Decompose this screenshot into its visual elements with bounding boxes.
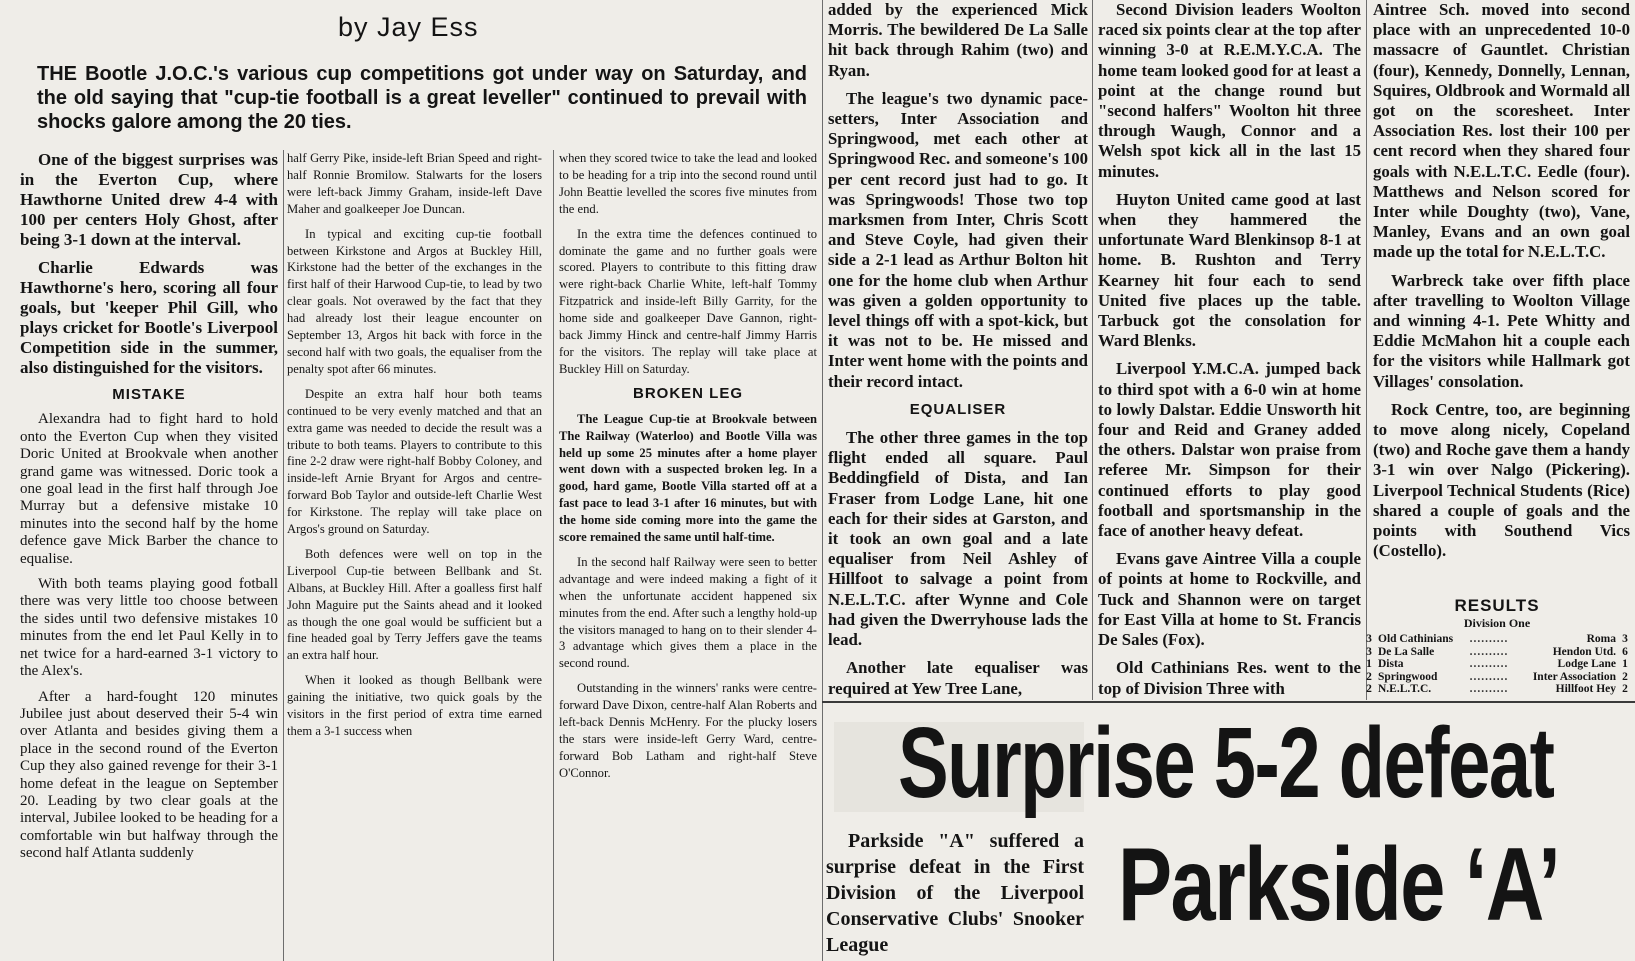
column-rule <box>553 150 554 961</box>
result-row <box>1362 671 1632 684</box>
home-score: 2 <box>1366 670 1372 683</box>
away-score: 2 <box>1622 670 1628 683</box>
result-row <box>1362 633 1632 646</box>
home-score: 3 <box>1366 645 1372 658</box>
byline: by Jay Ess <box>338 12 479 42</box>
paragraph: When it looked as though Bellbank were gaining the initiative, two quick goals by the visitors in the first period of extra time earned them a 3-1 success when <box>287 673 542 738</box>
away-score: 1 <box>1622 658 1628 671</box>
paragraph: added by the experienced Mick Morris. The bewildered De La Salle hit back through Rahim (two) and Ryan. <box>828 0 1088 80</box>
home-team: Old Cathinians <box>1378 633 1454 645</box>
column-rule <box>822 0 823 961</box>
column-rule <box>1366 0 1367 700</box>
paragraph: In the extra time the defences continued to dominate the game and no further goals were scored. Players to contribute to this fitting draw were right-back Charlie White, left-half Tommy Fitzpatrick and inside-left Billy Garrity, for the home side and goalkeeper Dave Gannon, right-back Jimmy Hinck and centre-half Jimmy Harris for the visitors. The replay will take place at Buckley Hill on Saturday. <box>559 226 817 376</box>
away-score: 2 <box>1622 683 1628 696</box>
home-team: N.E.L.T.C. <box>1378 683 1432 696</box>
results-table <box>1362 633 1632 696</box>
result-row <box>1362 646 1632 659</box>
paragraph: Second Division leaders Woolton raced six points clear at the top after winning 3-0 at R.E.M.Y.C.A. The home team looked good for at least a point at the change round but "second halfers" Woolton hit three through Waugh, Connor and a Welsh spot kick all in the last 15 minutes. <box>1098 0 1361 181</box>
away-score: 6 <box>1622 645 1628 658</box>
subheading-mistake: MISTAKE <box>112 386 186 403</box>
paragraph: Parkside "A" suffered a surprise defeat in the First Division of the Liverpool Conservative Clubs' Snooker League <box>826 830 1084 956</box>
article-column-4 <box>828 0 1088 700</box>
paragraph: With both teams playing good fotball there was very little too choose between the sides until two defensive mistakes 10 minutes from the end let Paul Kelly in to net twice for a hard-earned 3-1 victory to the Alex's. <box>20 576 278 680</box>
paragraph: Evans gave Aintree Villa a couple of points at home to Rockville, and Tuck and Shannon were on target for East Villa at home to St. Francis De Sales (Fox). <box>1098 549 1361 650</box>
headline-line-1: Surprise 5-2 defeat <box>898 708 1554 818</box>
leader-dots: .......... <box>1469 683 1509 696</box>
away-team: Hendon Utd. <box>1552 645 1616 658</box>
leader-dots: .......... <box>1469 670 1509 683</box>
paragraph: half Gerry Pike, inside-left Brian Speed and right-half Ronnie Bromilow. Stalwarts for the losers were left-back Jimmy Graham, inside-left Dave Maher and goalkeeper Joe Duncan. <box>287 151 542 216</box>
paragraph: After a hard-fought 120 minutes Jubilee just about deserved their 5-4 win over Atlanta and besides giving them a place in the second round of the Everton Cup they also gained revenge for their 3-1 home defeat in the league on September 20. Leading by two clear goals at the interval, Jubilee looked to be heading for a comfortable win but halfway through the second half Atlanta suddenly <box>20 688 278 862</box>
article-column-5 <box>1098 0 1361 700</box>
home-team: De La Salle <box>1378 645 1435 658</box>
intro-text: THE Bootle J.O.C.'s various cup competitions got under way on Saturday, and the old saying that "cup-tie football is a great leveller" continued to prevail with shocks galore among the 20 ties. <box>37 63 807 133</box>
home-score: 2 <box>1366 683 1372 696</box>
leader-dots: .......... <box>1469 633 1509 645</box>
paragraph: Outstanding in the winners' ranks were centre-forward Dave Dixon, centre-half Alan Roberts and left-back Dennis McHenry. For the plucky losers the stars were inside-left Gerry Ward, centre-forward Bob Latham and right-half Steve O'Connor. <box>559 681 817 780</box>
article-column-1 <box>20 150 278 961</box>
column-rule <box>283 150 284 961</box>
subheading-equaliser: EQUALISER <box>909 400 1007 418</box>
paragraph: In typical and exciting cup-tie football between Kirkstone and Argos at Buckley Hill, Kirkstone had the better of the exchanges in the first half of their Harwood Cup-tie, to lead by two clear goals. Not overawed by the fact that they had already lost their league encounter on September 13, Argos hit back with force in the second half with two goals, the equaliser from the penalty spot after 66 minutes. <box>287 226 542 376</box>
section-rule <box>822 701 1635 703</box>
results-heading: RESULTS <box>1454 596 1540 615</box>
home-score: 1 <box>1366 658 1372 671</box>
subheading-broken-leg: BROKEN LEG <box>632 384 743 402</box>
intro-paragraph <box>37 62 807 134</box>
paragraph: Warbreck take over fifth place after travelling to Woolton Village and winning 4-1. Pete Whitty and Eddie McMahon hit a couple each for the visitors while Hallmark got Villages' consolation. <box>1373 270 1630 391</box>
paragraph: Huyton United came good at last when they hammered the unfortunate Ward Blenkinsop 8-1 at home. B. Rushton and Terry Kearney hit four each to send United five places up the table. Tarbuck got the consolation for Ward Blenks. <box>1098 189 1361 351</box>
paragraph: Rock Centre, too, are beginning to move along nicely, Copeland (two) and Roche gave them a handy 3-1 win over Nalgo (Pickering). Liverpool Technical Students (Rice) shared a couple of goals and the points with Southend Vics (Costello). <box>1373 399 1630 561</box>
paragraph: Aintree Sch. moved into second place with an unprecedented 10-0 massacre of Gauntlet. Christian (four), Kennedy, Donnelly, Lennan, Squires, Oldbrook and Wormald all got on the scoresheet. Inter Association Res. lost their 100 per cent record when they shared four goals with N.E.L.T.C. Eedle (four). Matthews and Nelson scored for Inter while Doughty (two), Vane, Manley, Evans and an own goal made up the total for N.E.L.T.C. <box>1373 0 1630 262</box>
home-team: Dista <box>1378 658 1404 671</box>
snooker-article <box>826 828 1084 961</box>
article-column-3 <box>559 150 817 961</box>
paragraph: Charlie Edwards was Hawthorne's hero, scoring all four goals, but 'keeper Phil Gill, who plays cricket for Bootle's Liverpool Competition side in the summer, also distinguished for the visitors. <box>20 258 278 377</box>
away-team: Lodge Lane <box>1557 658 1616 671</box>
paragraph: Despite an extra half hour both teams continued to be very evenly matched and that an extra game was needed to decide the result was a tribute to both teams. Players to contribute to this fine 2-2 draw were right-half Bobby Coloney, and inside-left Arnie Bryant for Argos and centre-forward Bob Taylor and outside-left Charlie West for Kirkstone. The replay will take place on Argos's ground on Saturday. <box>287 386 542 537</box>
home-team: Springwood <box>1378 670 1438 683</box>
leader-dots: .......... <box>1469 658 1509 671</box>
paragraph: Another late equaliser was required at Yew Tree Lane, <box>828 658 1088 698</box>
home-score: 3 <box>1366 633 1372 645</box>
division-label: Division One <box>1463 616 1531 630</box>
column-rule <box>1092 0 1093 700</box>
paragraph: Old Cathinians Res. went to the top of Division Three with <box>1098 658 1361 698</box>
paragraph: One of the biggest surprises was in the Everton Cup, where Hawthorne United drew 4-4 with 100 per centers Holy Ghost, after being 3-1 down at the interval. <box>20 150 278 249</box>
paragraph: Alexandra had to fight hard to hold onto the Everton Cup when they visited Doric United at Brookvale when another grand game was witnessed. Doric took a one goal lead in the first half through Joe Murray but a defensive mistake 10 minutes into the second half by the home defence gave Mick Barber the chance to equalise. <box>20 411 278 567</box>
paragraph: Liverpool Y.M.C.A. jumped back to third spot with a 6-0 win at home to lowly Dalstar. Eddie Unsworth hit four and Reid and Graney added the others. Dalstar won praise from referee Mr. Simpson for their continued efforts to play good football and sportsmanship in the face of another heavy defeat. <box>1098 359 1361 541</box>
paragraph: In the second half Railway were seen to better advantage and were indeed making a fight of it when the unfortunate accident happened six minutes from the end. After such a lengthy hold-up the visitors managed to hang on to their slender 4-3 advantage which gives them a place in the second round. <box>559 554 817 671</box>
result-row <box>1362 683 1632 696</box>
paragraph: The League Cup-tie at Brookvale between The Railway (Waterloo) and Bootle Villa was held up some 25 minutes after a home player went down with a suspected broken leg. In a good, hard game, Bootle Villa started off at a fast pace to lead 3-1 after 16 minutes, but with the home side coming more into the game the score remained the same until half-time. <box>559 411 817 545</box>
result-row <box>1362 658 1632 671</box>
away-team: Hillfoot Hey <box>1555 683 1616 696</box>
paragraph: when they scored twice to take the lead and looked to be heading for a trip into the second round until John Beattie levelled the scores five minutes from the end. <box>559 151 817 216</box>
away-team: Roma <box>1586 633 1616 645</box>
headline-line-2: Parkside ‘A’ <box>1118 830 1560 940</box>
paragraph: Both defences were well on top in the Liverpool Cup-tie between Bellbank and St. Albans, at Buckley Hill. After a goalless first half John Maguire put the Saints ahead and it looked as though the one goal would be sufficient but a fine headed goal by Terry Jeffers gave the teams an extra half hour. <box>287 546 542 663</box>
away-score: 3 <box>1622 633 1628 645</box>
paragraph: The league's two dynamic pace-setters, Inter Association and Springwood, met each other at Springwood Rec. and someone's 100 per cent record just had to go. It was Springwoods! Those two top marksmen from Inter, Chris Scott and Steve Coyle, had given their side a 2-1 lead as Arthur Bolton hit one for the home club when Arthur was given a golden opportunity to level things off with a spot-kick, but it was not to be. He missed and Inter went home with the points and their record intact. <box>828 88 1088 391</box>
paragraph: The other three games in the top flight ended all square. Paul Beddingfield of Dista, and Ian Fraser from Lodge Lane, hit one each for their sides at Garston, and it took an own goal and a late equaliser from Neil Ashley of Hillfoot to salvage a point from N.E.L.T.C. after Wynne and Cole had given the Dwerryhouse lads the lead. <box>828 428 1088 650</box>
article-column-6 <box>1373 0 1630 600</box>
leader-dots: .......... <box>1469 645 1509 658</box>
away-team: Inter Association <box>1532 670 1616 683</box>
article-column-2 <box>287 150 542 961</box>
results-box <box>1362 596 1632 696</box>
